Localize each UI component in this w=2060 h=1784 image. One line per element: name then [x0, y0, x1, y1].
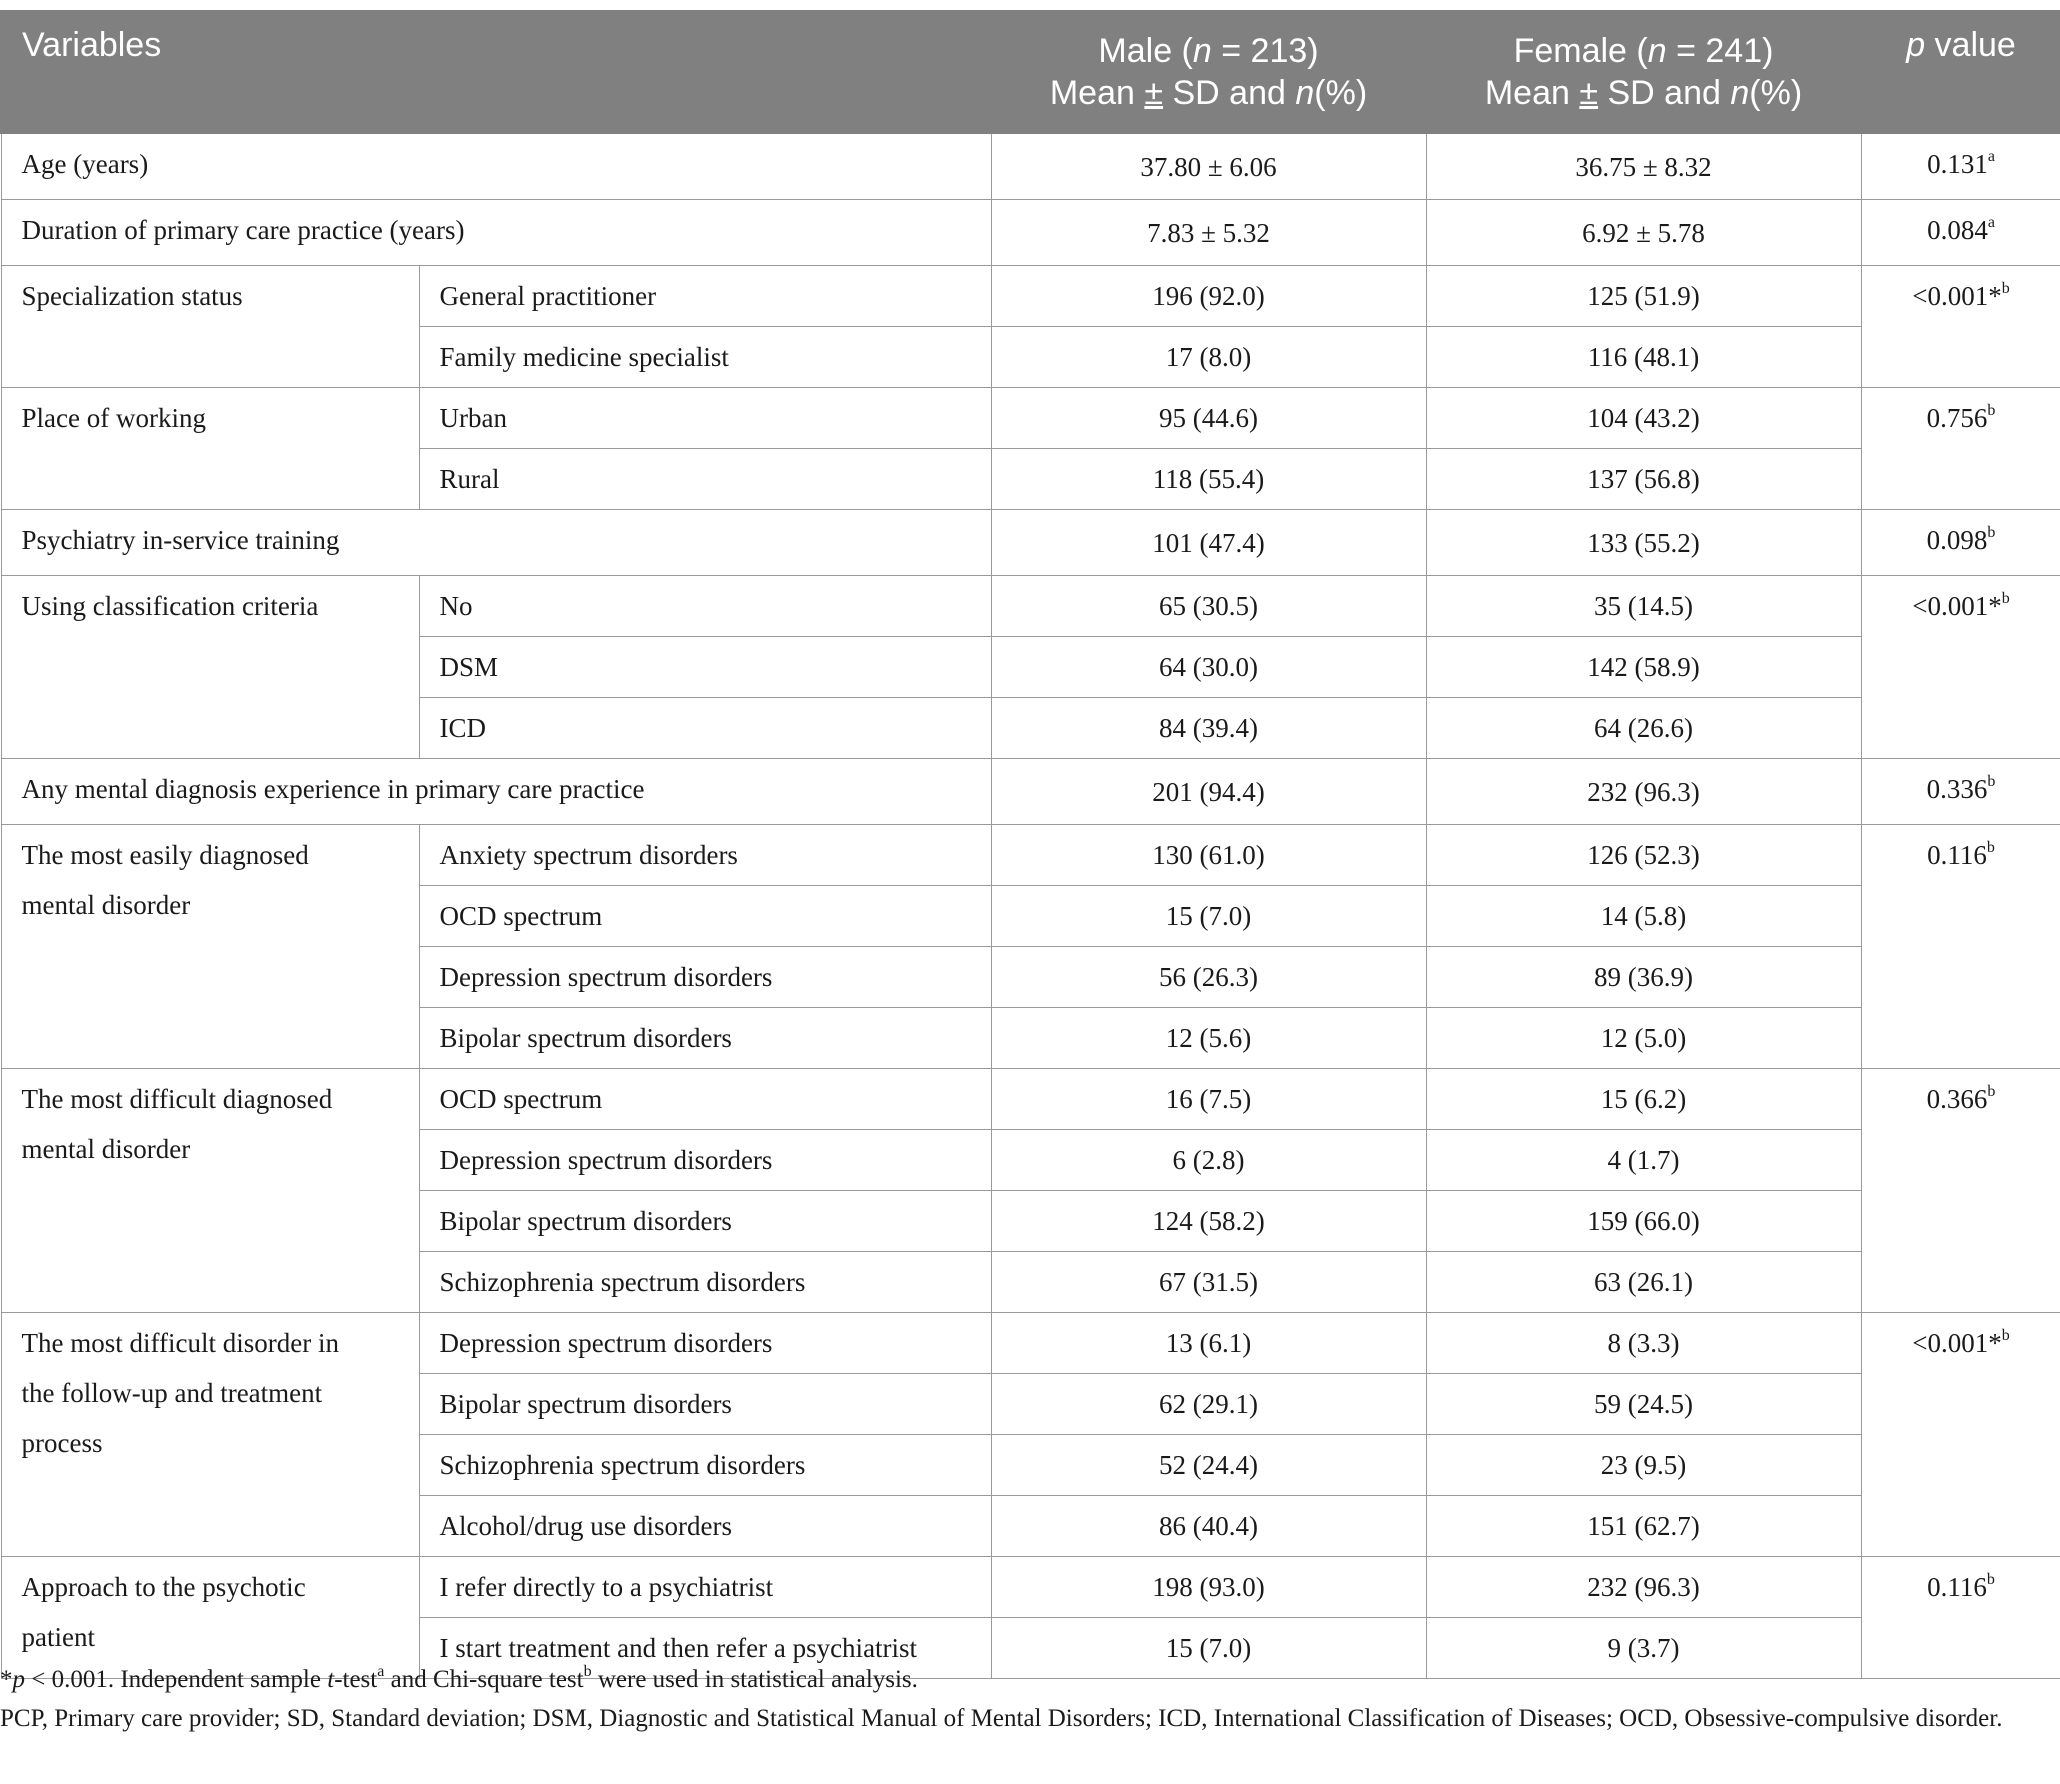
- sub-label: Depression spectrum disorders: [419, 1130, 991, 1191]
- row-label-duration: Duration of primary care practice (years): [1, 200, 991, 266]
- sub-label: DSM: [419, 637, 991, 698]
- p-value: 0.116$^b$: [1861, 1557, 2060, 1679]
- header-male: Male (n = 213) Mean ± SD and n(%): [991, 11, 1426, 133]
- sub-label: OCD spectrum: [419, 886, 991, 947]
- female-value: 126 (52.3): [1426, 825, 1861, 886]
- male-value: 130 (61.0): [991, 825, 1426, 886]
- table-row: [1, 825, 2060, 886]
- row-label-most-difficult-diagnosed: The most difficult diagnosed mental disorder: [1, 1069, 419, 1313]
- female-value: 89 (36.9): [1426, 947, 1861, 1008]
- row-label-approach-psychotic: Approach to the psychotic patient: [1, 1557, 419, 1679]
- footnote-line-1: *p < 0.001. Independent sample t-test$^a$ and Chi-square test$^b$ were used in statistical analysis.: [0, 1662, 918, 1693]
- male-value: 15 (7.0): [991, 1618, 1426, 1679]
- header-female: Female (n = 241) Mean ± SD and n(%): [1426, 11, 1861, 133]
- male-value: 201 (94.4): [991, 759, 1426, 825]
- sub-label: Family medicine specialist: [419, 327, 991, 388]
- header-variables: Variables: [1, 11, 991, 133]
- table-row: [1, 133, 2060, 200]
- table-row: [1, 1557, 2060, 1618]
- male-value: 15 (7.0): [991, 886, 1426, 947]
- male-value: 12 (5.6): [991, 1008, 1426, 1069]
- male-value: 7.83 ± 5.32: [991, 200, 1426, 266]
- male-value: 56 (26.3): [991, 947, 1426, 1008]
- sub-label: General practitioner: [419, 266, 991, 327]
- sub-label: Urban: [419, 388, 991, 449]
- p-value: 0.756$^b$: [1861, 388, 2060, 510]
- male-value: 62 (29.1): [991, 1374, 1426, 1435]
- sub-label: Anxiety spectrum disorders: [419, 825, 991, 886]
- p-value: 0.116$^b$: [1861, 825, 2060, 1069]
- male-value: 16 (7.5): [991, 1069, 1426, 1130]
- p-value: 0.336$^b$: [1861, 759, 2060, 825]
- sub-label: Bipolar spectrum disorders: [419, 1008, 991, 1069]
- p-value: 0.084$^a$: [1861, 200, 2060, 266]
- table-row: [1, 1069, 2060, 1130]
- sub-label: No: [419, 576, 991, 637]
- sub-label: I refer directly to a psychiatrist: [419, 1557, 991, 1618]
- table-row: [1, 388, 2060, 449]
- female-value: 64 (26.6): [1426, 698, 1861, 759]
- p-value: 0.131$^a$: [1861, 133, 2060, 200]
- row-label-classification: Using classification criteria: [1, 576, 419, 759]
- table-container: [0, 10, 2060, 1679]
- male-value: 118 (55.4): [991, 449, 1426, 510]
- female-value: 159 (66.0): [1426, 1191, 1861, 1252]
- header-p-value: p value: [1861, 11, 2060, 133]
- p-value: <0.001*$^b$: [1861, 266, 2060, 388]
- table-row: [1, 576, 2060, 637]
- male-value: 124 (58.2): [991, 1191, 1426, 1252]
- sub-label: Depression spectrum disorders: [419, 947, 991, 1008]
- sub-label: Bipolar spectrum disorders: [419, 1374, 991, 1435]
- female-value: 116 (48.1): [1426, 327, 1861, 388]
- footnote-line-2: PCP, Primary care provider; SD, Standard deviation; DSM, Diagnostic and Statistical Manual of Mental Disorders; ICD, International Classification of Diseases; OCD, Obsessive-compulsive disorder.: [0, 1705, 2003, 1732]
- row-label-psychiatry-training: Psychiatry in-service training: [1, 510, 991, 576]
- female-value: 15 (6.2): [1426, 1069, 1861, 1130]
- male-value: 13 (6.1): [991, 1313, 1426, 1374]
- p-value: <0.001*$^b$: [1861, 576, 2060, 759]
- demographics-table: [0, 10, 2060, 1679]
- table-row: [1, 200, 2060, 266]
- p-value: 0.366$^b$: [1861, 1069, 2060, 1313]
- female-value: 133 (55.2): [1426, 510, 1861, 576]
- male-value: 52 (24.4): [991, 1435, 1426, 1496]
- sub-label: Alcohol/drug use disorders: [419, 1496, 991, 1557]
- sub-label: Bipolar spectrum disorders: [419, 1191, 991, 1252]
- table-row: [1, 510, 2060, 576]
- row-label-place: Place of working: [1, 388, 419, 510]
- female-value: 142 (58.9): [1426, 637, 1861, 698]
- male-value: 196 (92.0): [991, 266, 1426, 327]
- female-value: 36.75 ± 8.32: [1426, 133, 1861, 200]
- sub-label: Depression spectrum disorders: [419, 1313, 991, 1374]
- male-value: 67 (31.5): [991, 1252, 1426, 1313]
- female-value: 151 (62.7): [1426, 1496, 1861, 1557]
- female-value: 9 (3.7): [1426, 1618, 1861, 1679]
- female-value: 12 (5.0): [1426, 1008, 1861, 1069]
- sub-label: OCD spectrum: [419, 1069, 991, 1130]
- header-row: [1, 11, 2060, 133]
- female-value: 63 (26.1): [1426, 1252, 1861, 1313]
- sub-label: ICD: [419, 698, 991, 759]
- p-value: 0.098$^b$: [1861, 510, 2060, 576]
- female-value: 232 (96.3): [1426, 759, 1861, 825]
- female-value: 6.92 ± 5.78: [1426, 200, 1861, 266]
- sub-label: Schizophrenia spectrum disorders: [419, 1252, 991, 1313]
- row-label-most-easily-diagnosed: The most easily diagnosed mental disorder: [1, 825, 419, 1069]
- male-value: 65 (30.5): [991, 576, 1426, 637]
- male-value: 37.80 ± 6.06: [991, 133, 1426, 200]
- row-label-age: Age (years): [1, 133, 991, 200]
- male-value: 86 (40.4): [991, 1496, 1426, 1557]
- male-value: 198 (93.0): [991, 1557, 1426, 1618]
- male-value: 95 (44.6): [991, 388, 1426, 449]
- table-row: [1, 759, 2060, 825]
- male-value: 17 (8.0): [991, 327, 1426, 388]
- female-value: 125 (51.9): [1426, 266, 1861, 327]
- female-value: 4 (1.7): [1426, 1130, 1861, 1191]
- female-value: 59 (24.5): [1426, 1374, 1861, 1435]
- row-label-most-difficult-followup: The most difficult disorder in the follow-up and treatment process: [1, 1313, 419, 1557]
- table-footnote: [0, 1660, 2040, 1738]
- male-value: 64 (30.0): [991, 637, 1426, 698]
- row-label-any-diagnosis: Any mental diagnosis experience in primary care practice: [1, 759, 991, 825]
- sub-label: Schizophrenia spectrum disorders: [419, 1435, 991, 1496]
- table-row: [1, 1313, 2060, 1374]
- female-value: 232 (96.3): [1426, 1557, 1861, 1618]
- table-row: [1, 266, 2060, 327]
- row-label-specialization: Specialization status: [1, 266, 419, 388]
- female-value: 104 (43.2): [1426, 388, 1861, 449]
- p-value: <0.001*$^b$: [1861, 1313, 2060, 1557]
- female-value: 137 (56.8): [1426, 449, 1861, 510]
- sub-label: Rural: [419, 449, 991, 510]
- female-value: 23 (9.5): [1426, 1435, 1861, 1496]
- female-value: 8 (3.3): [1426, 1313, 1861, 1374]
- sub-label: I start treatment and then refer a psychiatrist: [419, 1618, 991, 1679]
- male-value: 84 (39.4): [991, 698, 1426, 759]
- male-value: 6 (2.8): [991, 1130, 1426, 1191]
- female-value: 35 (14.5): [1426, 576, 1861, 637]
- male-value: 101 (47.4): [991, 510, 1426, 576]
- female-value: 14 (5.8): [1426, 886, 1861, 947]
